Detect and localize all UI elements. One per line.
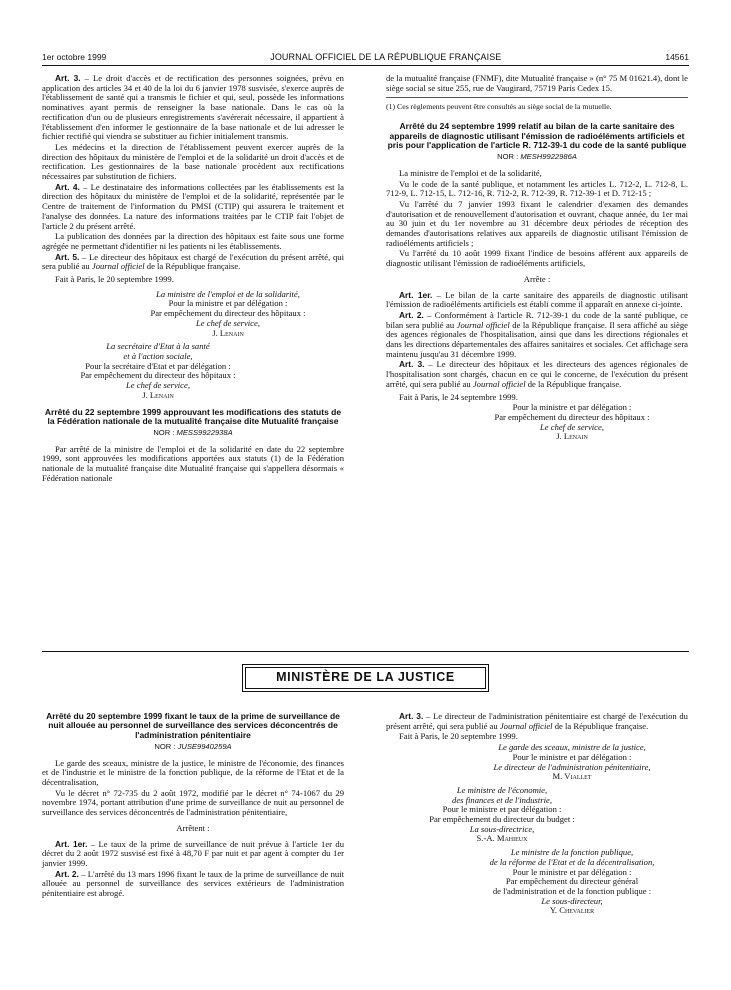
paragraph: Le garde des sceaux, ministre de la justice, le ministre de l'économie, des finances et de l'industrie et le ministre de la fonction publique, de la réforme de l'Etat et de la décentralisation, <box>42 757 344 788</box>
signatory-name: J. Lenain <box>556 431 588 442</box>
page-number: 14561 <box>665 52 689 62</box>
signatory-name: S.-A. Mahieux <box>476 833 528 844</box>
article-2: Art. 2. – Conformément à l'article R. 712-39-1 du code de la santé publique, ce bilan sera publié au Journal officiel de la République française. Il sera affiché au siège des agences régionales de l'hospitalisation, ainsi que dans les directions régionales et dans les directions départementales des affaires sanitaires et sociales. Cet affichage sera maintenu jusqu'au 31 décembre 1999. <box>386 309 688 359</box>
paragraph: Les médecins et la direction de l'établissement peuvent exercer auprès de la direction des hôpitaux du ministère de l'emploi et de la solidarité un droit d'accès et de rectification. Les gestionnaires de la base nationale procèdent aux rectifications nécessaires par substitution de fichiers. <box>42 141 344 182</box>
signature-title: Le directeur de l'administration pénitentiaire, <box>493 761 651 772</box>
fait-a-paris: Fait à Paris, le 20 septembre 1999. <box>399 731 518 742</box>
signature-role: La ministre de l'emploi et de la solidarité, <box>156 288 300 299</box>
nor-reference: NOR : MESH9922986A <box>497 152 577 162</box>
signature-role: Le ministre de la fonction publique, <box>510 847 634 858</box>
section-divider <box>42 651 689 652</box>
signature-title: La sous-directrice, <box>469 823 535 834</box>
article-3: Art. 3. – Le droit d'accès et de rectification des personnes soignées, prévu en application des articles 34 et 40 de la loi du 6 janvier 1978 susvisée, s'exerce auprès de l'établissement de santé qui a transmis le fichier et qui, seul, possède les informations nominatives ayant permis de renseigner la base nationale. Dans le cas où la rectification d'un ou de plusieurs enregistrements s'avérerait nécessaire, il appartient à l'établissement d'en informer le gestionnaire de la base nationale et de lui adresser le fichier rectifié qui viendra se substituer au fichier initialement transmis. <box>42 73 344 142</box>
signature-line: Par empêchement du directeur des hôpitaux : <box>494 411 650 422</box>
nor-reference: NOR : JUSE9940259A <box>154 742 232 752</box>
lower-right-column <box>386 712 688 916</box>
arretent-heading: Arrêtent : <box>176 822 210 833</box>
signatory-name: Y. Chevalier <box>549 905 595 916</box>
signature-line: Par empêchement du directeur des hôpitaux : <box>80 370 236 381</box>
article-5: Art. 5. – Le directeur des hôpitaux est chargé de l'exécution du présent arrêté, qui sera publié au Journal officiel de la République française. <box>42 251 344 272</box>
article-1: Art. 1er. – Le bilan de la carte sanitaire des appareils de diagnostic utilisant l'émission de radioéléments artificiels est établi comme il apparaît en annexe ci-jointe. <box>386 289 688 310</box>
nor-reference: NOR : MESS9922938A <box>153 428 233 438</box>
signatory-name: J. Lenain <box>142 389 174 400</box>
signature-line: Par empêchement du directeur des hôpitaux : <box>150 308 306 319</box>
signature-line: Pour le ministre et par délégation : <box>512 751 632 762</box>
article-1: Art. 1er. – Le taux de la prime de surveillance de nuit prévue à l'article 1er du décret du 2 août 1972 susvisé est fixé à 48,70 F par nuit et par agent à compter du 1er janvier 1999. <box>42 838 344 868</box>
signature-line: de l'administration et de la fonction publique : <box>492 885 652 896</box>
upper-left-column <box>42 74 344 485</box>
paragraph: Vu le décret n° 72-735 du 2 août 1972, modifié par le décret n° 74-1067 du 29 novembre 1974, portant attribution d'une prime de surveillance de nuit au personnel de surveillance des services déconcentrés de l'administration pénitentiaire, <box>42 787 344 818</box>
page-header <box>42 52 689 66</box>
article-2: Art. 2. – L'arrêté du 13 mars 1996 fixant le taux de la prime de surveillance de nuit allouée au personnel de surveillance des services extérieurs de l'administration pénitentiaire est abrogé. <box>42 868 344 899</box>
signature-line: Pour le ministre et par délégation : <box>512 866 632 877</box>
signature-role: Le ministre de l'économie, <box>456 784 548 795</box>
paragraph: Vu l'arrêté du 7 janvier 1993 fixant le calendrier d'examen des demandes d'autorisation et de renouvellement d'autorisation et ouvrant, chaque année, du 1er mai au 30 juin et du 1er novembre au 31 décembre deux périodes de réception des demandes d'autorisations relatives aux appareils de diagnostic utilisant l'émission de radioéléments artificiels ; <box>386 198 688 248</box>
article-3: Art. 3. – Le directeur de l'administration pénitentiaire est chargé de l'exécution du présent arrêté, qui sera publié au Journal officiel de la République française. <box>386 711 688 731</box>
paragraph: de la mutualité française (FNMF), dite Mutualité française » (n° 75 M 01621.4), dont le siège social se situe 255, rue de Vaugirard, 75719 Paris Cedex 15. <box>386 73 688 93</box>
signatory-name: J. Lenain <box>212 327 244 338</box>
signature-role: La secrétaire d'Etat à la santé <box>106 341 210 352</box>
article-3: Art. 3. – Le directeur des hôpitaux et les directeurs des agences régionales de l'hospitalisation sont chargés, chacun en ce qui le concerne, de l'exécution du présent arrêté, qui sera publié au Journal officiel de la République française. <box>386 359 688 389</box>
arrete-title: Arrêté du 24 septembre 1999 relatif au bilan de la carte sanitaire des appareils de diagnostic utilisant l'émission de radioéléments artificiels et pris pour l'application de l'article R. 712-39-1 du code de la santé publique <box>387 121 687 150</box>
paragraph: La publication des données par la direction des hôpitaux est faite sous une forme agrégée ne permettant d'identifier ni les patients ni les établissements. <box>42 231 344 251</box>
signature-line: Pour la ministre et par délégation : <box>512 402 632 413</box>
arrete-title: Arrêté du 20 septembre 1999 fixant le taux de la prime de surveillance de nuit allouée au personnel de surveillance des services déconcentrés de l'administration pénitentiaire <box>46 711 340 740</box>
signature-title: Le chef de service, <box>540 421 604 432</box>
fait-a-paris: Fait à Paris, le 20 septembre 1999. <box>55 274 174 285</box>
upper-right-column <box>386 74 688 442</box>
fait-a-paris: Fait à Paris, le 24 septembre 1999. <box>399 391 518 402</box>
signature-role: de la réforme de l'Etat et de la décentralisation, <box>489 856 655 867</box>
signature-line: Pour la secrétaire d'Etat et par délégation : <box>85 360 231 371</box>
signatory-name: M. Viallet <box>552 771 592 782</box>
paragraph: Vu le code de la santé publique, et notamment les articles L. 712-2, L. 712-8, L. 712-9, L. 712-15, L. 712-16, R. 712-2, R. 712-39, R. 712-39-1 et D. 712-15 ; <box>386 178 688 199</box>
signature-title: Le sous-directeur, <box>541 895 603 906</box>
signature-title: Le chef de service, <box>126 380 190 391</box>
footnote: (1) Ces règlements peuvent être consultés au siège social de la mutuelle. <box>386 97 688 112</box>
arrete-title: Arrêté du 22 septembre 1999 approuvant les modifications des statuts de la Fédération nationale de la mutualité française dite Mutualité française <box>44 406 342 426</box>
signature-line: Par empêchement du directeur du budget : <box>429 814 575 825</box>
article-4: Art. 4. – Le destinataire des informations collectées par les établissements est la direction des hôpitaux du ministère de l'emploi et de la solidarité, représentée par le Centre de traitement de l'information du PMSI (CTIP) qui assurera le traitement et l'analyse des données. La nature des informations traitées par le CTIP fait l'objet de l'article 2 du présent arrêté. <box>42 181 344 231</box>
signature-role: Le garde des sceaux, ministre de la justice, <box>498 742 646 753</box>
signature-line: Par empêchement du directeur général <box>505 876 639 887</box>
header-date: 1er octobre 1999 <box>42 52 107 62</box>
signature-role: des finances et de l'industrie, <box>452 794 552 805</box>
lower-left-column <box>42 712 344 900</box>
signature-line: Pour la ministre et par délégation : <box>168 298 288 309</box>
journal-title: JOURNAL OFFICIEL DE LA RÉPUBLIQUE FRANÇAISE <box>270 52 502 62</box>
ministry-heading: MINISTÈRE DE LA JUSTICE <box>245 667 486 689</box>
signature-role: et à l'action sociale, <box>123 350 193 361</box>
arrete-heading: Arrête : <box>523 273 551 284</box>
paragraph: Vu l'arrêté du 10 août 1999 fixant l'indice de besoins afférent aux appareils de diagnostic utilisant l'émission de radioéléments artificiels, <box>386 248 688 269</box>
paragraph: Par arrêté de la ministre de l'emploi et de la solidarité en date du 22 septembre 1999, sont approuvées les modifications apportées aux statuts (1) de la Fédération nationale de la mutualité française dite Mutualité française qui s'appellera désormais « Fédération nationale <box>42 443 344 483</box>
signature-title: Le chef de service, <box>196 317 260 328</box>
paragraph: La ministre de l'emploi et de la solidarité, <box>399 167 542 178</box>
signature-line: Pour le ministre et par délégation : <box>442 804 562 815</box>
